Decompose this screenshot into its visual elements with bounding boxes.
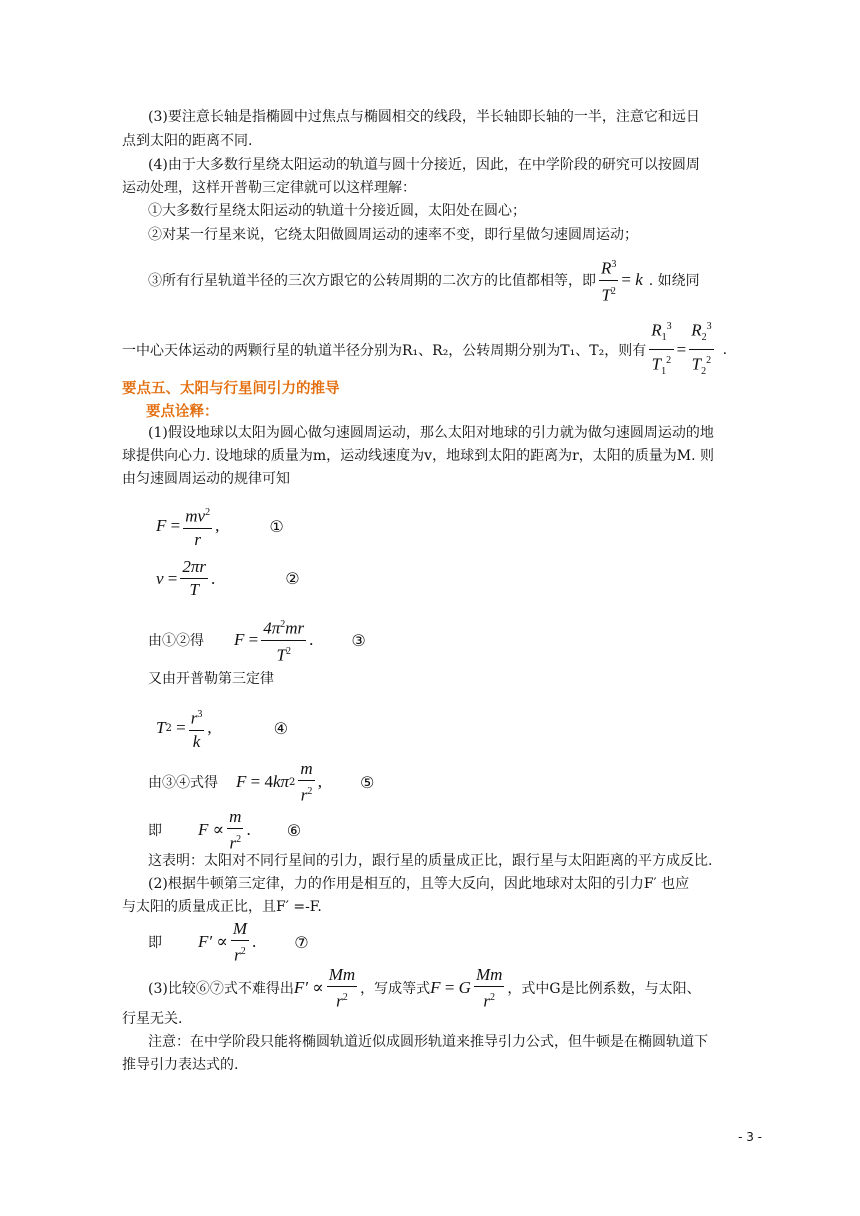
section-1-line-2: 球提供向心力. 设地球的质量为m，运动线速度为v，地球到太阳的距离为r，太阳的质量为M. 则 [122, 448, 715, 464]
list-item-3-text: ③所有行星轨道半径的三次方跟它的公转周期的二次方的比值都相等，即 [148, 273, 596, 290]
equation-6-mark: ⑥ [286, 820, 302, 840]
kepler-third-law-text: 又由开普勒第三定律 [148, 671, 274, 687]
equation-4-mark: ④ [273, 718, 288, 738]
equation-3: 由①②得 F = $\frac{4\pi^2mr}{T^2}$ . ③ [148, 614, 366, 666]
page-number: - 3 - [738, 1130, 762, 1144]
equation-4: T 2 = $\frac{r^3}{k}$ , ④ [156, 704, 288, 753]
equation-6: 即 F ∝ $\frac{m}{r^2}$ . ⑥ [148, 807, 302, 853]
section-1-line-1: (1)假设地球以太阳为圆心做匀速圆周运动，那么太阳对地球的引力就为做匀速圆周运动的地 [148, 425, 714, 441]
kepler-ratio-formula: $\frac{R^3}{T^2}$ [599, 254, 618, 306]
section-3-suffix: ，式中G是比例系数，与太阳、 [507, 981, 701, 998]
section-2-line-1: (2)根据牛顿第三定律，力的作用是相互的，且等大反向，因此地球对太阳的引力F′ 也应 [148, 876, 690, 892]
paragraph-4-line-1: (4)由于大多数行星绕太阳运动的轨道与圆十分接近，因此，在中学阶段的研究可以按圆周 [148, 157, 700, 173]
equation-7-mark: ⑦ [294, 932, 309, 952]
list-item-3-tail: . 如绕同 [648, 273, 700, 290]
equation-5-mark: ⑤ [359, 772, 375, 792]
two-planet-ratio-right: $\frac{R_2^3}{T_2^2}$ [689, 316, 713, 383]
equation-5-prefix: 由③④式得 [148, 775, 218, 792]
equation-3-prefix: 由①②得 [148, 633, 204, 650]
section-3-line-1: (3)比较⑥⑦式不难得出 F′ ∝ $\frac{Mm}{r^2}$ ，写成等式 F = G $\frac{Mm}{r^2}$ ，式中G是比例系数，与太阳、 [148, 965, 701, 1011]
section-2-line-2: 与太阳的质量成正比，且F′ =-F. [122, 899, 322, 915]
paragraph-3-line-1: (3)要注意长轴是指椭圆中过焦点与椭圆相交的线段，半长轴即长轴的一半，注意它和远日 [148, 109, 700, 125]
equation-1: F = $\frac{mv^2}{r}$ , ① [156, 502, 284, 551]
subheading: 要点诠释： [146, 404, 219, 420]
equation-6-prefix: 即 [148, 823, 162, 840]
section-3-prefix: (3)比较⑥⑦式不难得出 [148, 981, 294, 998]
paragraph-4-line-2: 运动处理，这样开普勒三定律就可以这样理解： [122, 180, 416, 196]
section-heading: 要点五、太阳与行星间引力的推导 [122, 381, 340, 397]
gravitation-formula: $\frac{Mm}{r^2}$ [475, 965, 503, 1011]
equation-2: v = $\frac{2\pi r}{T}$ . ② [156, 557, 300, 599]
period-mark: . [722, 341, 728, 358]
equation-1-mark: ① [269, 516, 284, 536]
equation-2-mark: ② [285, 569, 300, 588]
equation-5: 由③④式得 F = 4 kπ 2 $\frac{m}{r^2}$ , ⑤ [148, 759, 375, 805]
proportional-formula: $\frac{Mm}{r^2}$ [328, 965, 356, 1011]
equation-7: 即 F′ ∝ $\frac{M}{r^2}$ . ⑦ [148, 919, 309, 965]
conclusion-text: 这表明：太阳对不同行星间的引力，跟行星的质量成正比，跟行星与太阳距离的平方成反比. [148, 853, 713, 869]
list-item-2: ②对某一行星来说，它绕太阳做圆周运动的速率不变，即行星做匀速圆周运动； [148, 227, 638, 243]
paragraph-3-line-2: 点到太阳的距离不同. [122, 133, 253, 149]
section-3-line-2: 行星无关. [122, 1011, 183, 1027]
list-item-3: ③所有行星轨道半径的三次方跟它的公转周期的二次方的比值都相等，即 $\frac{R^3}{T^2}$ = k . 如绕同 [148, 254, 700, 306]
list-item-1: ①大多数行星绕太阳运动的轨道十分接近圆，太阳处在圆心； [148, 203, 526, 219]
equation-3-mark: ③ [351, 630, 366, 650]
note-line-1: 注意：在中学阶段只能将椭圆轨道近似成圆形轨道来推导引力公式，但牛顿是在椭圆轨道下 [148, 1034, 708, 1050]
equation-7-prefix: 即 [148, 935, 162, 952]
list-item-3-line-2-text: 一中心天体运动的两颗行星的轨道半径分别为R₁、R₂，公转周期分别为T₁、T₂，则有 [122, 342, 647, 359]
section-1-line-3: 由匀速圆周运动的规律可知 [122, 471, 290, 487]
section-3-mid: ，写成等式 [360, 981, 431, 998]
list-item-3-line-2: 一中心天体运动的两颗行星的轨道半径分别为R₁、R₂，公转周期分别为T₁、T₂，则有 $\frac{R_1^3}{T_1^2}$ = $\frac{R_2^3}{T_2^2}$ . [122, 316, 727, 383]
note-line-2: 推导引力表达式的. [122, 1057, 239, 1073]
two-planet-ratio-left: $\frac{R_1^3}{T_1^2}$ [649, 316, 673, 383]
